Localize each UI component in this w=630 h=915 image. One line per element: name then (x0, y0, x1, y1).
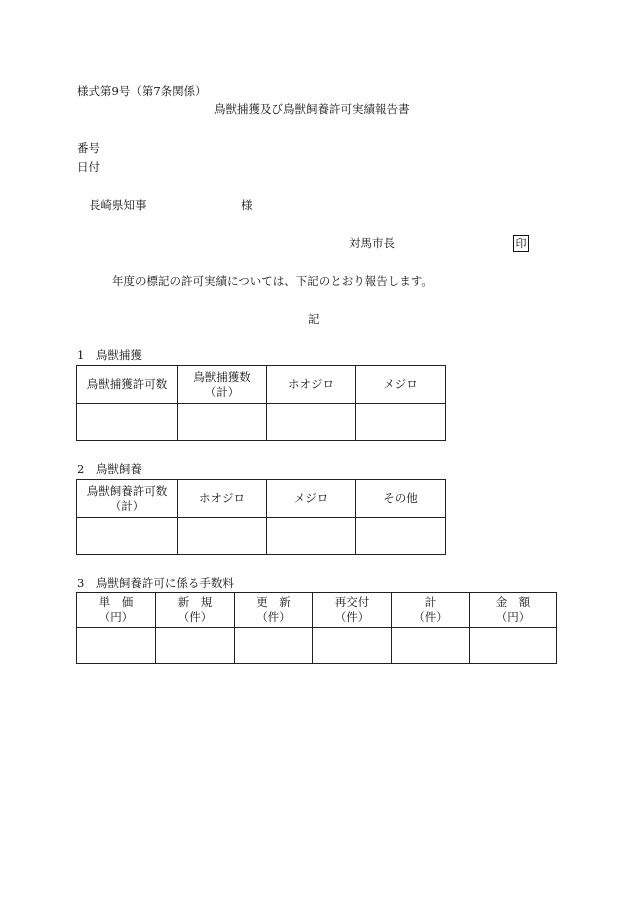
seal-icon: 印 (513, 235, 529, 252)
value-cell[interactable] (313, 628, 392, 664)
value-cell[interactable] (470, 628, 557, 664)
value-cell[interactable] (356, 404, 446, 441)
date-label: 日付 (77, 160, 100, 174)
section2-heading: 2 鳥獣飼養 (77, 462, 142, 476)
header-cell: 鳥獣捕獲数 （計） (178, 366, 267, 404)
body-text: 年度の標記の許可実績については、下記のとおり報告します。 (112, 274, 433, 288)
header-cell: 計 （件） (392, 593, 470, 628)
capture-table (76, 365, 446, 441)
value-cell[interactable] (235, 628, 313, 664)
header-cell: その他 (356, 480, 446, 518)
fee-table (76, 592, 557, 664)
header-cell: ホオジロ (267, 366, 356, 404)
section1-heading: 1 鳥獣捕獲 (77, 348, 142, 362)
value-cell[interactable] (392, 628, 470, 664)
sender: 対馬市長 (349, 236, 395, 250)
value-cell[interactable] (267, 404, 356, 441)
form-number: 様式第9号（第7条関係） (77, 84, 207, 98)
header-cell: 再交付 （件） (313, 593, 392, 628)
seal-mark (513, 235, 529, 252)
header-cell: 単 価 （円） (77, 593, 156, 628)
document-title: 鳥獣捕獲及び鳥獣飼養許可実績報告書 (214, 102, 410, 116)
value-cell[interactable] (77, 628, 156, 664)
header-cell: 鳥獣捕獲許可数 (77, 366, 178, 404)
header-cell: メジロ (356, 366, 446, 404)
header-cell: 更 新 （件） (235, 593, 313, 628)
header-cell: 鳥獣飼養許可数 （計） (77, 480, 178, 518)
header-cell: 新 規 （件） (156, 593, 235, 628)
ki-label: 記 (308, 312, 320, 326)
value-cell[interactable] (77, 404, 178, 441)
value-cell[interactable] (178, 404, 267, 441)
value-cell[interactable] (156, 628, 235, 664)
value-cell[interactable] (356, 518, 446, 555)
value-cell[interactable] (77, 518, 178, 555)
rearing-table (76, 479, 446, 555)
section3-heading: 3 鳥獣飼養許可に係る手数料 (77, 576, 234, 590)
header-cell: メジロ (267, 480, 356, 518)
addressee: 長崎県知事 (89, 198, 147, 212)
header-cell: 金 額 （円） (470, 593, 557, 628)
header-cell: ホオジロ (178, 480, 267, 518)
honorific: 様 (241, 198, 253, 212)
value-cell[interactable] (267, 518, 356, 555)
number-label: 番号 (77, 141, 100, 155)
value-cell[interactable] (178, 518, 267, 555)
